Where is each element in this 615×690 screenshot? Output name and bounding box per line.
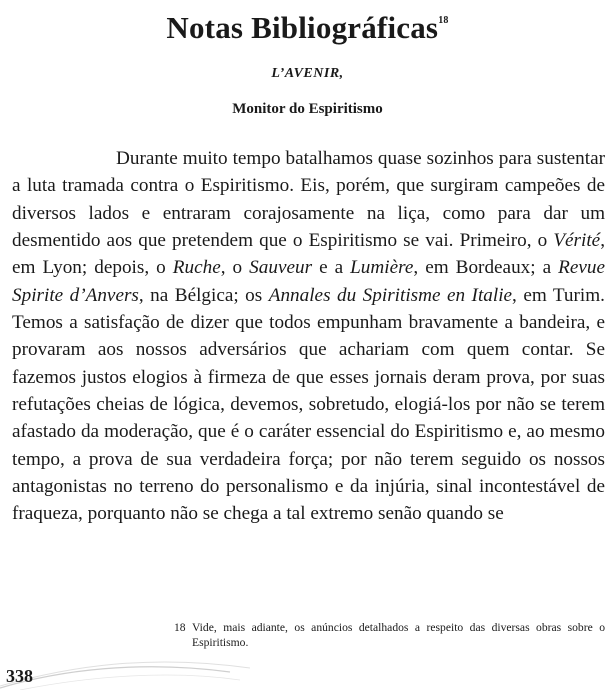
text-run: , em Lyon; depois, o <box>12 230 605 279</box>
text-run: e a <box>312 257 351 279</box>
footnote-number: 18 <box>174 621 186 634</box>
page-title <box>0 10 615 46</box>
text-run: , na Bélgica; os <box>138 284 269 306</box>
journal-title: Revue Spirite d’Anvers <box>12 257 606 306</box>
text-run: , o <box>220 257 250 279</box>
footnote-text: Vide, mais adiante, os anúncios detalhados a respeito das diversas obras sobre o Espiritismo. <box>192 621 605 649</box>
journal-title: Vérité <box>553 230 601 252</box>
paragraph <box>12 145 605 528</box>
journal-subtitle: Monitor do Espiritismo <box>232 101 383 117</box>
journal-title: Annales du Spiritisme en Italie <box>268 284 513 306</box>
journal-name: L’AVENIR, <box>271 66 344 81</box>
text-run: Durante muito tempo batalhamos quase sozinhos para sustentar a luta tramada contra o Espiritismo. Eis, porém, que surgiram campeões de diversos lados e entraram corajosamente na liça, como para dar um desmentido aos que pretendem que o Espiritismo se vai. Primeiro, o <box>12 148 605 252</box>
decorative-swoosh <box>0 640 260 690</box>
text-run: , em Bordeaux; a <box>413 257 559 279</box>
journal-title: Lumière <box>350 257 414 279</box>
journal-title: Sauveur <box>249 257 313 279</box>
text-run: , em Turim. Temos a satisfação de dizer que todos empunham bravamente a bandeira, e provaram aos nossos adversários que achariam com quem contar. Se fazemos justos elogios à firmeza de que esses jornais deram prova, por suas refutações cheias de lógica, devemos, sobretudo, elogiá-los por não se terem afastado da moderação, que é o caráter essencial do Espiritismo e, ao mesmo tempo, a prova de sua verdadeira força; por não terem seguido os nossos antagonistas no terreno do personalismo e da injúria, sinal incontestável de fraqueza, porquanto não se chega a tal extremo senão quando se <box>12 284 605 525</box>
title-text: Notas Bibliográficas <box>166 10 439 45</box>
footnote-reference: 18 <box>438 14 449 26</box>
journal-title: Ruche <box>172 257 221 279</box>
body-text <box>12 145 605 528</box>
page-number: 338 <box>6 666 33 686</box>
